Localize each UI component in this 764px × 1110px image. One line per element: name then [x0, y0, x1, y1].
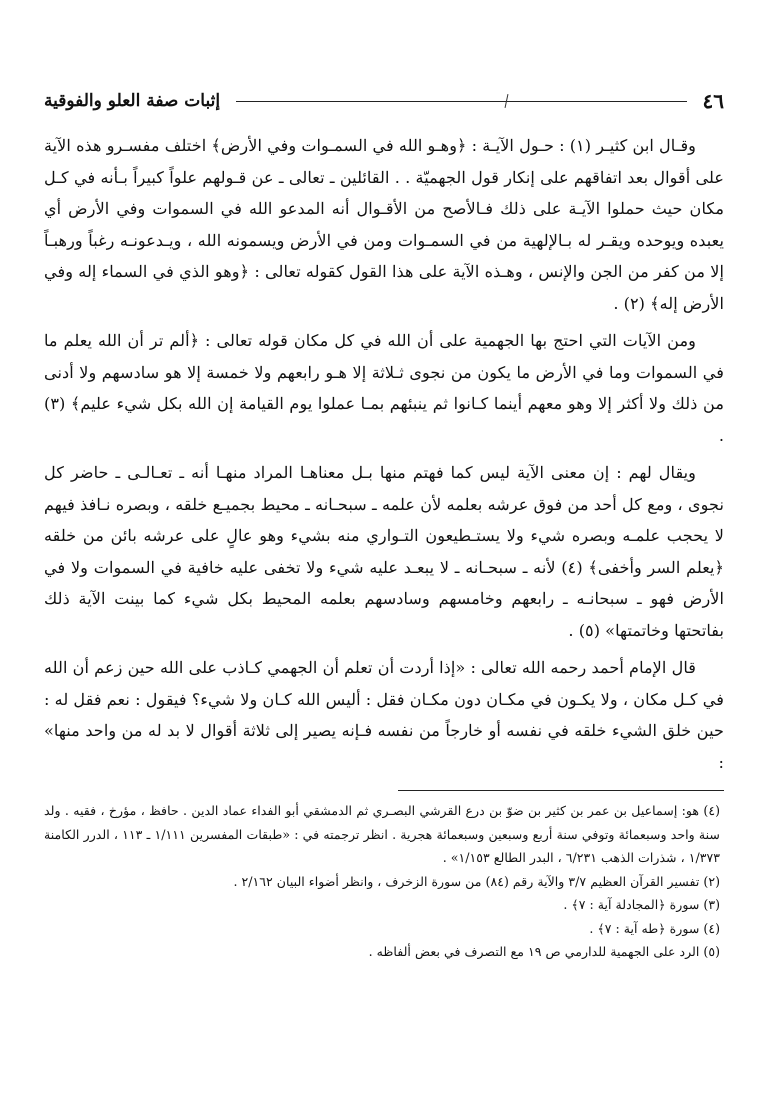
footnote-divider: [398, 790, 724, 791]
page-header: [44, 86, 724, 116]
page-number: ٤٦: [702, 89, 724, 113]
paragraph: ويقال لهم : إن معنى الآية ليس كما فهتم منها بـل معناهـا المراد منهـا أنه ـ تعـالـى ـ حاضر كل نجوى ، ومع كل أحد من فوق عرشه بعلمه لأن علمه ـ سبحـانه ـ محيط بجميـع خلقه ، وبصره نـافذ فيهم لا يحجب علمـه وبصره شيء ولا يستـطيعون التـواري منه بشيء وهو عالٍ على عرشه بائن من خلقه ﴿يعلم السر وأخفى﴾ (٤) لأنه ـ سبحـانه ـ لا يبعـد عليه شيء ولا تخفى عليه خافية في السموات ولا في الأرض فهو ـ سبحانـه ـ رابعهم وخامسهم وسادسهم بعلمه المحيط بكل شيء كما بينت الآية ذلك بفاتحتها وخاتمتها» (٥) .: [44, 463, 724, 640]
footnote: (٥) الرد على الجهمية للدارمي ص ١٩ مع التصرف في بعض ألفاظه .: [368, 944, 720, 959]
footnote: (٢) تفسير القرآن العظيم ٣/٧ والآية رقم (٨٤) من سورة الزخرف ، وانظر أضواء البيان ٢/١٦٢ .: [233, 873, 720, 889]
paragraph: وقـال ابن كثيـر (١) : حـول الآيـة : ﴿وهـو الله في السمـوات وفي الأرض﴾ اختلف مفسـرو هذه الآية على أقوال بعد اتفاقهم على إنكار قول الجهميّة . . القائلين ـ تعالى ـ عن قـولهم علواً كبيراً بـأنه في كـل مكان حيث حملوا الآيـة على ذلك فـالأصح من الأقـوال أنه المدعو الله في السموات وفي الأرض أي يعبده ويوحده ويقـر له بـالإلهية من في السمـوات ومن في الأرض ويسمونه الله ، ويـدعونـه رغباً ورهبـاً إلا من كفر من الجن والإنس ، وهـذه الآية على هذا القول كقوله تعالى : ﴿وهو الذي في السماء إله وفي الأرض إله﴾ (٢) .: [44, 136, 724, 313]
paragraph: قال الإمام أحمد رحمه الله تعالى : «إذا أردت أن تعلم أن الجهمي كـاذب على الله حين زعم أن الله في كـل مكان ، ولا يكـون في مكـان دون مكـان فقل : أليس الله كـان ولا شيء؟ فيقول : نعم فقل له : حين خلق الشيء خلقه في نفسه أو خارجاً من نفسه فـإنه يصير إلى ثلاثة أقوال لا بد له من واحد منها» :: [44, 658, 724, 772]
footnotes: [44, 799, 724, 964]
paragraph: ومن الآيات التي احتج بها الجهمية على أن الله في كل مكان قوله تعالى : ﴿ألم تر أن الله يعلم ما في السموات وما في الأرض ما يكون من نجوى ثـلاثة إلا هـو رابعهم ولا خمسة إلا هو سادسهم ولا أدنى من ذلك ولا أكثر إلا وهو معهم أينما كـانوا ثم ينبئهم بمـا عملوا يوم القيامة إن الله بكل شيء عليم﴾ (٣) .: [44, 331, 724, 445]
book-page: [44, 86, 724, 1110]
header-rule: [236, 101, 686, 102]
footnote: (٤) سورة ﴿طه آية : ٧﴾ .: [589, 920, 720, 936]
main-text: [44, 130, 724, 778]
footnote: (٤) هو: إسماعيل بن عمر بن كثير بن ضوّ بن درع القرشي البصـري ثم الدمشقي أبو الفداء عماد الدين . حافظ ، مؤرخ ، فقيه . ولد سنة واحد وسبعمائة وتوفي سنة أربع وسبعين وسبعمائة هجرية . انظر ترجمته في : «طبقات المفسرين ١/١١١ ـ ١١٣ ، الدرر الكامنة ١/٣٧٣ ، شذرات الذهب ٦/٢٣١ ، البدر الطالع ١/١٥٣» .: [44, 803, 720, 865]
running-title: إثبات صفة العلو والفوقية: [44, 91, 221, 111]
footnote: (٣) سورة ﴿المجادلة آية : ٧﴾ .: [563, 897, 720, 912]
